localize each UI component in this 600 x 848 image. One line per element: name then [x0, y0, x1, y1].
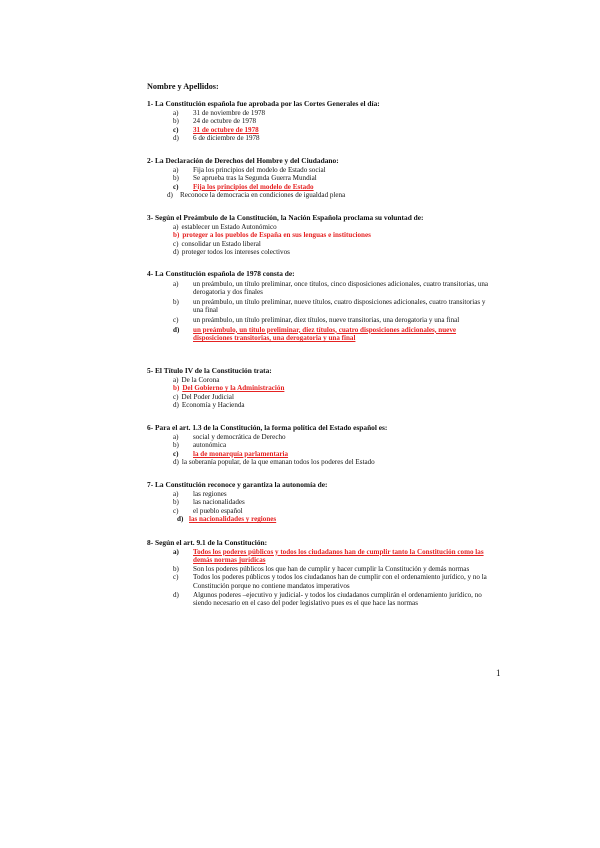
option: d) Economía y Hacienda	[173, 401, 245, 410]
option-correct: d) las nacionalidades y regiones	[177, 515, 277, 524]
option: b) autonómica	[173, 441, 227, 450]
question-7	[147, 481, 492, 524]
option: b) Se aprueba tras la Segunda Guerra Mundial	[173, 174, 317, 183]
option-correct: b) Del Gobierno y la Administración	[173, 384, 285, 393]
question-title: 7- La Constitución reconoce y garantiza la autonomía de:	[147, 480, 328, 489]
option: a) social y democrática de Derecho	[173, 432, 286, 441]
option-correct: d) un preámbulo, un título preliminar, diez títulos, cuatro disposiciones adicionales, nueve disposiciones transitorias, una derogatoria y una final	[173, 325, 457, 343]
option: d) proteger todos los intereses colectivos	[173, 248, 290, 257]
option: a) Fija los principios del modelo de Estado social	[173, 165, 326, 174]
question-5	[147, 367, 492, 410]
option: c) consolidar un Estado liberal	[173, 239, 261, 248]
option: a) 31 de noviembre de 1978	[173, 108, 266, 117]
option: b) un preámbulo, un título preliminar, nueve títulos, cuatro disposiciones adicionales, cuatro transitorias y una final	[173, 297, 486, 315]
option: a) un preámbulo, un título preliminar, once títulos, cinco disposiciones adicionales, cuatro transitorias, una derogatoria y dos finales	[173, 279, 489, 297]
question-title: 8- Según el art. 9.1 de la Constitución:	[147, 538, 268, 547]
question-title: 1- La Constitución española fue aprobada por las Cortes Generales el día:	[147, 99, 380, 108]
option: a) De la Corona	[173, 375, 220, 384]
option: c) el pueblo español	[173, 506, 243, 515]
option-correct: c) Fija los principios del modelo de Estado	[173, 182, 314, 191]
question-title: 3- Según el Preámbulo de la Constitución, la Nación Española proclama su voluntad de:	[147, 213, 424, 222]
name-label: Nombre y Apellidos:	[147, 82, 219, 91]
question-title: 2- La Declaración de Derechos del Hombre y del Ciudadano:	[147, 156, 339, 165]
option-correct: b) proteger a los pueblos de España en sus lenguas e instituciones	[173, 231, 371, 240]
question-2	[147, 157, 492, 200]
option: a) las regiones	[173, 489, 227, 498]
question-8	[147, 539, 492, 608]
page-number: 1	[496, 668, 501, 678]
option: b) Son los poderes públicos los que han de cumplir y hacer cumplir la Constitución y demás normas	[173, 564, 470, 573]
option-correct: c) 31 de octubre de 1978	[173, 125, 259, 134]
option: d) la soberanía popular, de la que emanan todos los poderes del Estado	[173, 458, 375, 467]
question-3	[147, 214, 492, 257]
option-correct: a) Todos los poderes públicos y todos los ciudadanos han de cumplir tanto la Constitución como las demás normas jurídicas	[173, 547, 484, 565]
option: c) un preámbulo, un título preliminar, diez títulos, nueve transitorias, una derogatoria y una final	[173, 315, 460, 324]
option: a) establecer un Estado Autonómico	[173, 222, 277, 231]
question-title: 4- La Constitución española de 1978 consta de:	[147, 269, 295, 278]
option: d) 6 de diciembre de 1978	[173, 134, 260, 143]
question-title: 6- Para el art. 1.3 de la Constitución, la forma política del Estado español es:	[147, 423, 388, 432]
question-1	[147, 100, 492, 143]
option: c) Del Poder Judicial	[173, 392, 234, 401]
option: b) las nacionalidades	[173, 498, 245, 507]
question-4	[147, 270, 492, 343]
question-title: 5- El Título IV de la Constitución trata:	[147, 366, 272, 375]
option-correct: c) la de monarquía parlamentaria	[173, 449, 289, 458]
option: d) Reconoce la democracia en condiciones de igualdad plena	[167, 191, 346, 200]
option: c) Todos los poderes públicos y todos los ciudadanos han de cumplir con el ordenamiento jurídico, y no la Constitución porque no contiene mandatos imperativos	[173, 573, 487, 590]
question-6	[147, 424, 492, 467]
option: d) Algunos poderes –ejecutivo y judicial- y todos los ciudadanos cumplirán el ordenamiento jurídico, no siendo necesario en el caso del poder legislativo pues es el que hace las normas	[173, 590, 482, 608]
option: b) 24 de octubre de 1978	[173, 117, 257, 126]
